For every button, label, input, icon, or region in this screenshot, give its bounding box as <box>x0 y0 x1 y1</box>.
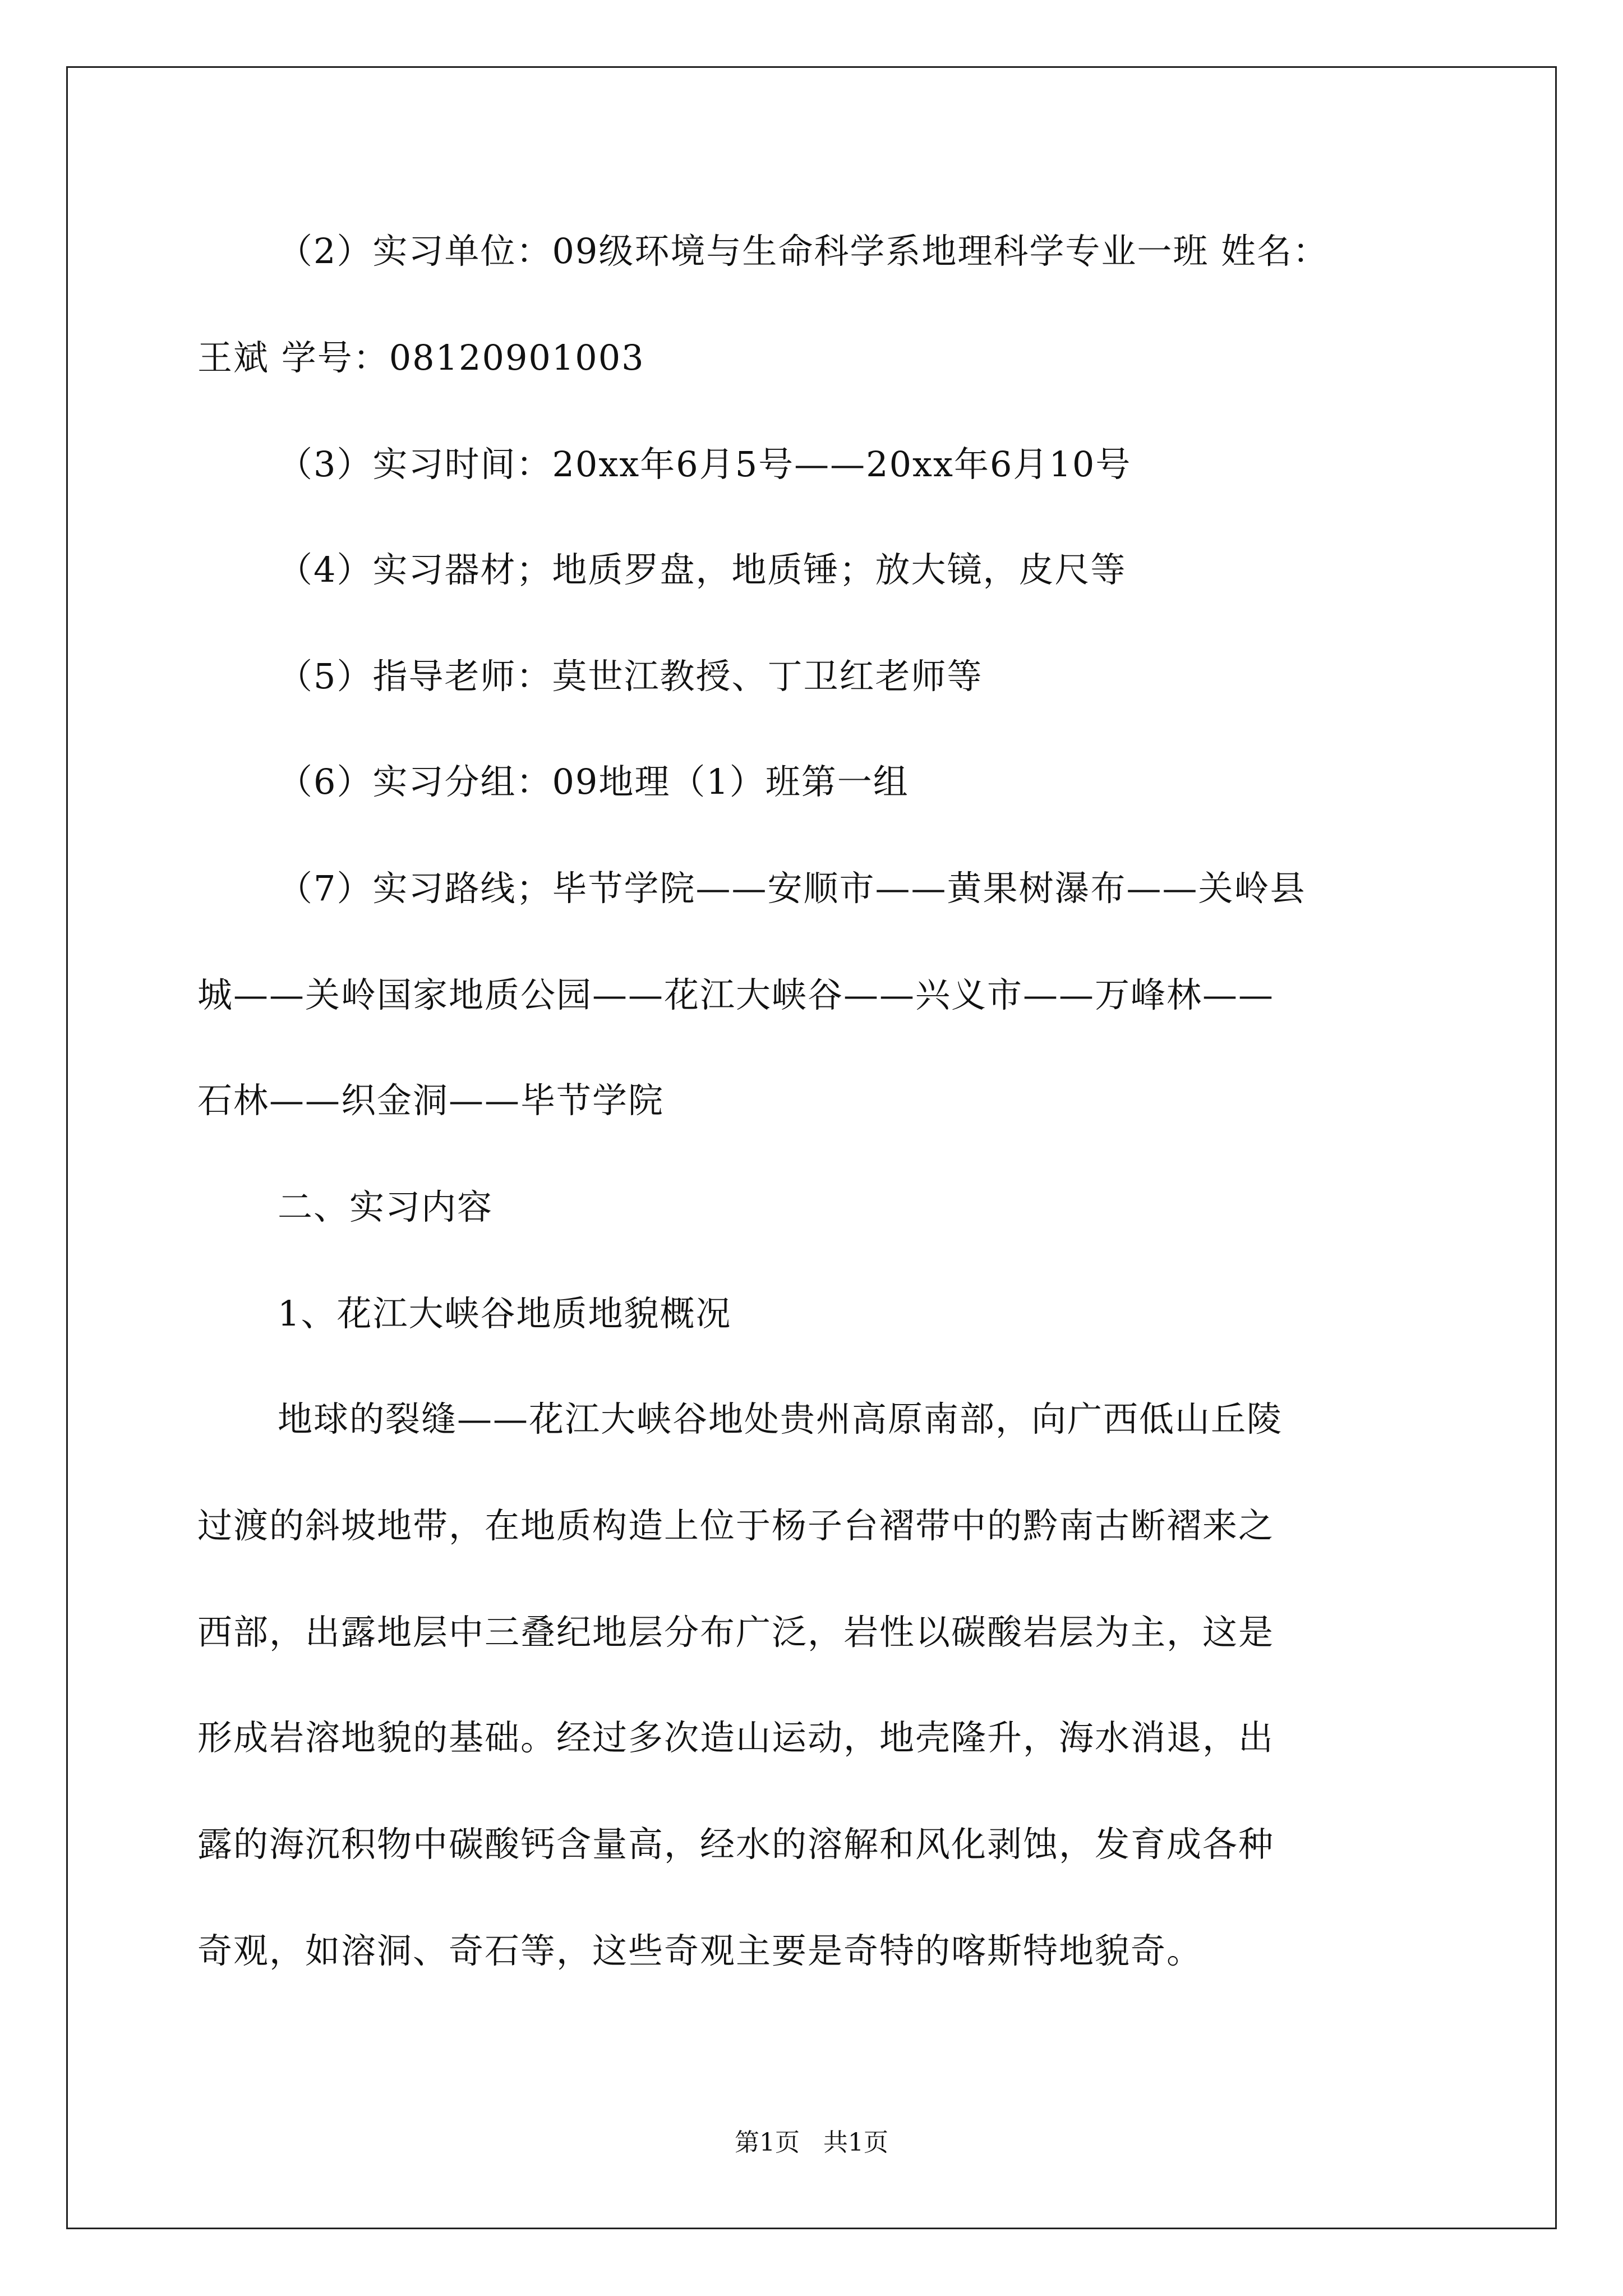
page-border <box>66 66 1557 2229</box>
text-line: 地球的裂缝——花江大峡谷地处贵州高原南部，向广西低山丘陵 <box>278 1398 1283 1439</box>
text-line: （7）实习路线；毕节学院——安顺市——黄果树瀑布——关岭县 <box>278 868 1306 909</box>
section-heading: 二、实习内容 <box>278 1186 494 1227</box>
text-line: 城——关岭国家地质公园——花江大峡谷——兴义市——万峰林—— <box>197 974 1275 1015</box>
text-line: （2）实习单位：09级环境与生命科学系地理科学专业一班 姓名： <box>278 231 1329 272</box>
text-line: 石林——织金洞——毕节学院 <box>197 1080 665 1121</box>
text-line: 王斌 学号：08120901003 <box>197 337 645 378</box>
page-footer: 第1页 共1页 <box>735 2128 888 2157</box>
text-line: （6）实习分组：09地理（1）班第一组 <box>278 761 909 802</box>
subsection-heading: 1、花江大峡谷地质地貌概况 <box>278 1293 732 1334</box>
text-line: 过渡的斜坡地带，在地质构造上位于杨子台褶带中的黔南古断褶来之 <box>197 1505 1275 1546</box>
text-line: 露的海沉积物中碳酸钙含量高，经水的溶解和风化剥蚀，发育成各种 <box>197 1824 1275 1865</box>
text-line: 奇观，如溶洞、奇石等，这些奇观主要是奇特的喀斯特地貌奇。 <box>197 1930 1203 1971</box>
text-line: （5）指导老师：莫世江教授、丁卫红老师等 <box>278 656 983 697</box>
text-line: 西部，出露地层中三叠纪地层分布广泛，岩性以碳酸岩层为主，这是 <box>197 1612 1275 1653</box>
text-line: （3）实习时间：20xx年6月5号——20xx年6月10号 <box>278 444 1132 485</box>
text-line: （4）实习器材；地质罗盘，地质锤；放大镜，皮尺等 <box>278 549 1127 590</box>
text-line: 形成岩溶地貌的基础。经过多次造山运动，地壳隆升，海水消退，出 <box>197 1717 1275 1758</box>
